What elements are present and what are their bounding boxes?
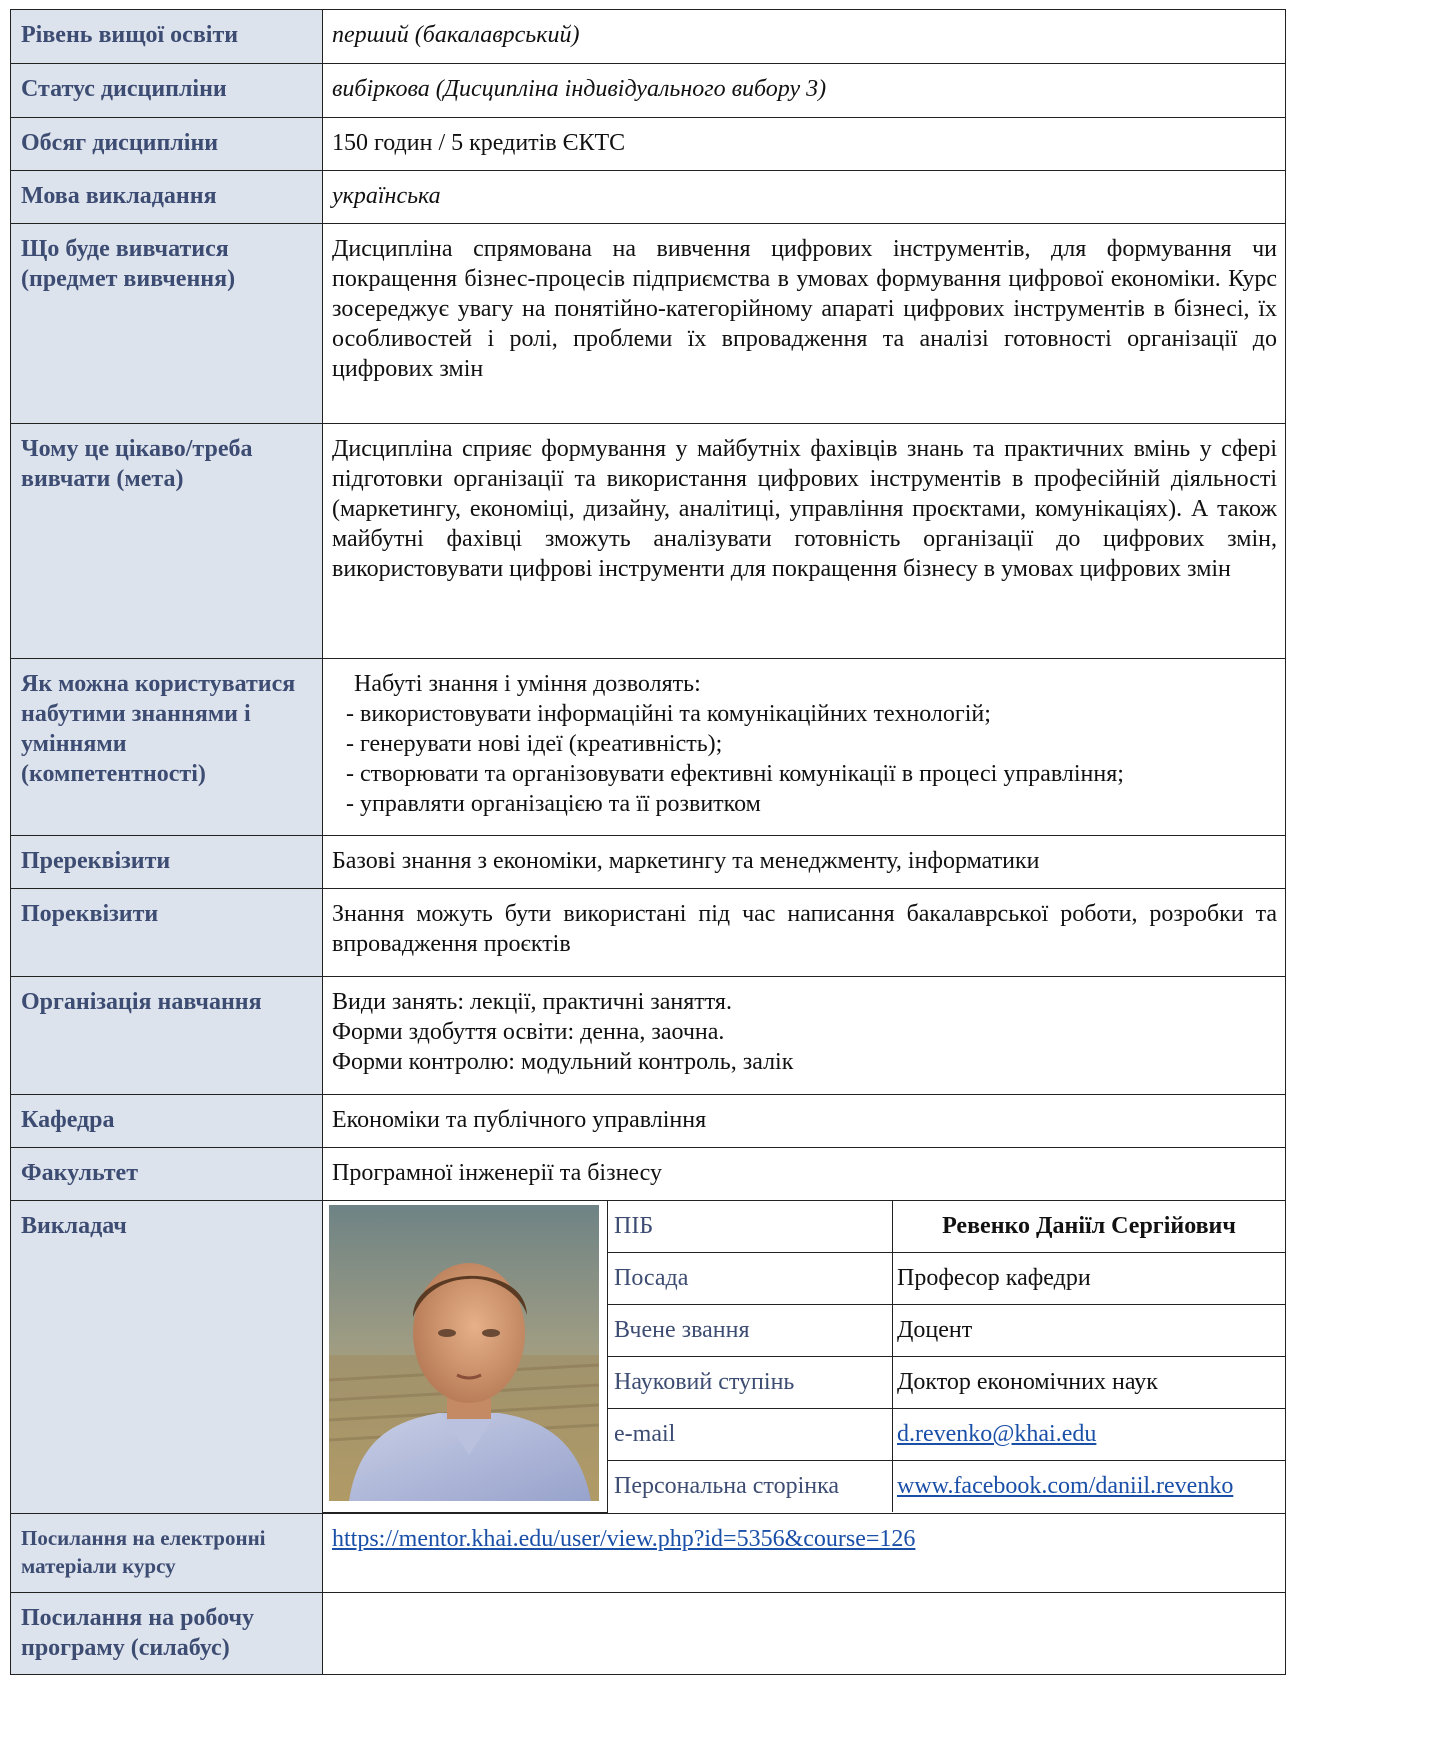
list-item: - генерувати нові ідеї (креативність); [346,731,723,757]
teacher-field-value [893,1409,1286,1461]
row-goal [11,424,1286,659]
row-label: Як можна користуватися набутими знаннями і уміннями (компетентності) [11,659,323,836]
row-label: Мова викладання [11,171,323,224]
teacher-name: Ревенко Даніїл Сергійович [893,1201,1286,1253]
row-label: Пререквізити [11,836,323,889]
teacher-field-value: Доктор економічних наук [893,1357,1286,1409]
list-item: - використовувати інформаційні та комунікаційних технологій; [346,701,991,727]
teacher-photo-cell [323,1201,608,1512]
row-label: Викладач [11,1201,323,1514]
row-value: 150 годин / 5 кредитів ЄКТС [323,118,1286,171]
row-label: Рівень вищої освіти [11,10,323,64]
row-department [11,1095,1286,1148]
row-label: Обсяг дисципліни [11,118,323,171]
row-postreq [11,889,1286,977]
portrait-image [329,1205,599,1501]
row-label: Статус дисципліни [11,64,323,118]
row-organization [11,977,1286,1095]
row-label: Пореквізити [11,889,323,977]
teacher-field-key: ПІБ [608,1201,893,1253]
row-value [323,977,1286,1095]
row-value: українська [323,171,1286,224]
organization-line: Види занять: лекції, практичні заняття. [332,989,732,1015]
row-value: Програмної інженерії та бізнесу [323,1148,1286,1201]
row-prereq [11,836,1286,889]
row-level [11,10,1286,64]
row-value: Знання можуть бути використані під час написання бакалаврської роботи, розробки та впровадження проєктів [323,889,1286,977]
row-subject [11,224,1286,424]
personal-page-link[interactable]: www.facebook.com/daniil.revenko [897,1473,1234,1499]
row-value: Дисципліна спрямована на вивчення цифрових інструментів, для формування чи покращення бізнес-процесів підприємства в умовах формування цифрової економіки. Курс зосереджує увагу на понятійно-категорійному апараті цифрових інструментів в бізнесі, їх особливостей і ролі, проблеми їх впровадження та аналізі готовності організації до цифрових змін [323,224,1286,424]
course-materials-link[interactable]: https://mentor.khai.edu/user/view.php?id=5356&course=126 [332,1525,916,1552]
row-status [11,64,1286,118]
row-value: Економіки та публічного управління [323,1095,1286,1148]
teacher-field-key: Вчене звання [608,1305,893,1357]
teacher-field-key: Науковий ступінь [608,1357,893,1409]
teacher-photo [329,1205,599,1501]
organization-line: Форми контролю: модульний контроль, залік [332,1049,794,1075]
competences-intro: Набуті знання і уміння дозволять: [354,671,701,697]
row-value: вибіркова (Дисципліна індивідуального вибору 3) [323,64,1286,118]
row-label: Що буде вивчатися (предмет вивчення) [11,224,323,424]
syllabus-table [10,9,1286,1675]
row-label: Посилання на електронні матеріали курсу [11,1513,323,1592]
email-link[interactable]: d.revenko@khai.edu [897,1421,1097,1447]
row-value [323,1513,1286,1592]
row-competences [11,659,1286,836]
row-teacher [11,1201,1286,1514]
row-label: Факультет [11,1148,323,1201]
teacher-field-value [893,1461,1286,1513]
row-value [323,1592,1286,1674]
competences-list [332,699,1277,819]
teacher-table [323,1201,1285,1513]
row-faculty [11,1148,1286,1201]
teacher-field-key: Персональна сторінка [608,1461,893,1513]
row-value: Базові знання з економіки, маркетингу та менеджменту, інформатики [323,836,1286,889]
teacher-field-value: Професор кафедри [893,1253,1286,1305]
teacher-field-value: Доцент [893,1305,1286,1357]
row-materials [11,1513,1286,1592]
row-label: Чому це цікаво/треба вивчати (мета) [11,424,323,659]
teacher-field-row [323,1201,1285,1253]
list-item: - управляти організацією та її розвитком [346,791,761,817]
row-label: Кафедра [11,1095,323,1148]
organization-line: Форми здобуття освіти: денна, заочна. [332,1019,725,1045]
row-workprogram [11,1592,1286,1674]
row-volume [11,118,1286,171]
row-value: Дисципліна сприяє формування у майбутніх фахівців знань та практичних вмінь у сфері підготовки організації та використання цифрових інструментів в професійній діяльності (маркетингу, економіці, дизайну, аналітиці, управління проєктами, комунікаціях). А також майбутні фахівці зможуть аналізувати готовність організації до цифрових змін, використовувати цифрові інструменти для покращення бізнесу в умовах цифрових змін [323,424,1286,659]
row-value [323,659,1286,836]
teacher-info [323,1201,1286,1514]
row-language [11,171,1286,224]
row-label: Організація навчання [11,977,323,1095]
teacher-field-key: e-mail [608,1409,893,1461]
row-value: перший (бакалаврський) [323,10,1286,64]
list-item: - створювати та організовувати ефективні комунікації в процесі управління; [346,761,1124,787]
row-label: Посилання на робочу програму (силабус) [11,1592,323,1674]
teacher-field-key: Посада [608,1253,893,1305]
